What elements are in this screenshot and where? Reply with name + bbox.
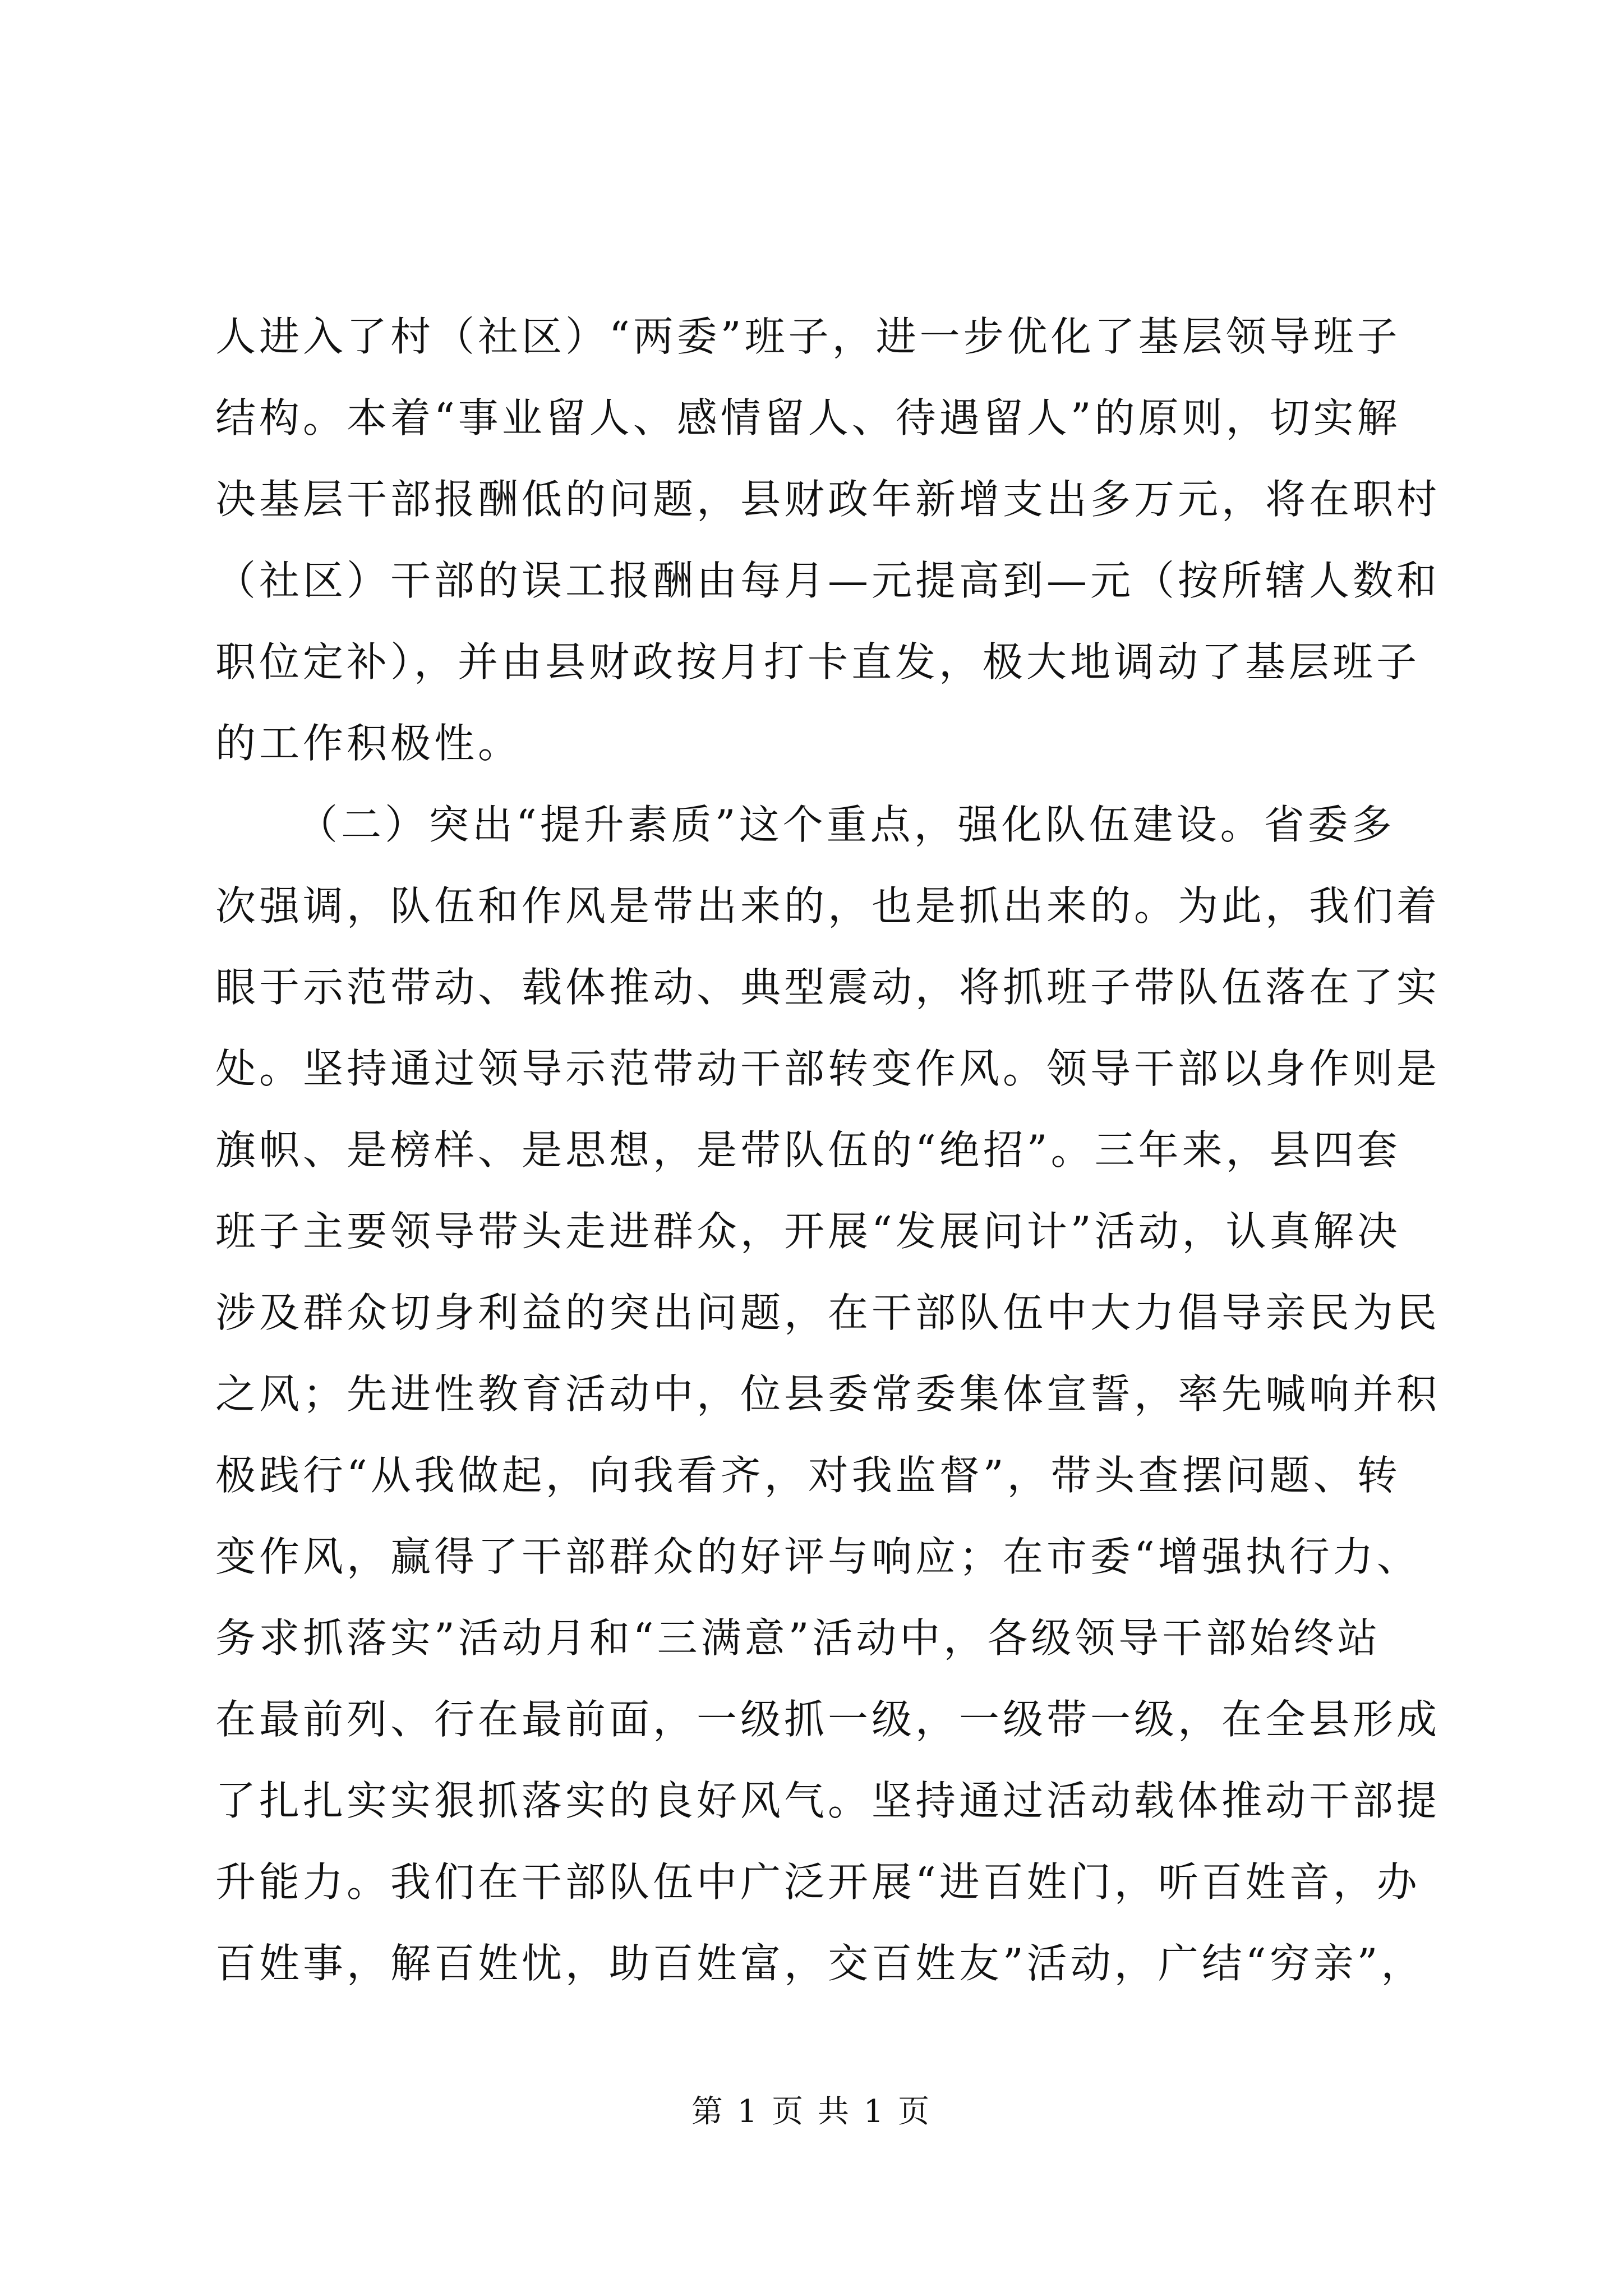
body-line: 百姓事，解百姓忧，助百姓富，交百姓友”活动，广结“穷亲”， — [215, 1940, 1425, 1987]
body-line: 在最前列、行在最前面，一级抓一级，一级带一级，在全县形成 — [215, 1696, 1441, 1743]
body-line: 了扎扎实实狠抓落实的良好风气。坚持通过活动载体推动干部提 — [215, 1777, 1441, 1824]
section-heading-line: （二）突出“提升素质”这个重点，强化队伍建设。省委多 — [297, 801, 1395, 848]
body-line: 次强调，队伍和作风是带出来的，也是抓出来的。为此，我们着 — [215, 882, 1441, 930]
body-line: 升能力。我们在干部队伍中广泛开展“进百姓门，听百姓音，办 — [215, 1858, 1421, 1906]
body-line: 处。坚持通过领导示范带动干部转变作风。领导干部以身作则是 — [215, 1045, 1441, 1092]
body-line: 眼于示范带动、载体推动、典型震动，将抓班子带队伍落在了实 — [215, 964, 1441, 1011]
body-line: 务求抓落实”活动月和“三满意”活动中，各级领导干部始终站 — [215, 1614, 1381, 1662]
body-line: 涉及群众切身利益的突出问题，在干部队伍中大力倡导亲民为民 — [215, 1289, 1441, 1336]
body-line: 班子主要领导带头走进群众，开展“发展问计”活动，认真解决 — [215, 1208, 1401, 1255]
body-line: （社区）干部的误工报酬由每月—元提高到—元（按所辖人数和 — [215, 557, 1441, 604]
body-line: 决基层干部报酬低的问题，县财政年新增支出多万元，将在职村 — [215, 476, 1441, 523]
body-line: 人进入了村（社区）“两委”班子，进一步优化了基层领导班子 — [215, 313, 1401, 360]
body-line: 旗帜、是榜样、是思想，是带队伍的“绝招”。三年来，县四套 — [215, 1126, 1401, 1174]
body-line: 职位定补），并由县财政按月打卡直发，极大地调动了基层班子 — [215, 638, 1421, 685]
body-line: 极践行“从我做起，向我看齐，对我监督”，带头查摆问题、转 — [215, 1452, 1401, 1499]
body-line: 的工作积极性。 — [215, 720, 522, 767]
page-number-footer: 第 1 页 共 1 页 — [691, 2093, 932, 2130]
body-line: 结构。本着“事业留人、感情留人、待遇留人”的原则，切实解 — [215, 394, 1401, 441]
body-line: 变作风，赢得了干部群众的好评与响应；在市委“增强执行力、 — [215, 1533, 1421, 1580]
body-line: 之风；先进性教育活动中，位县委常委集体宣誓，率先喊响并积 — [215, 1370, 1441, 1418]
